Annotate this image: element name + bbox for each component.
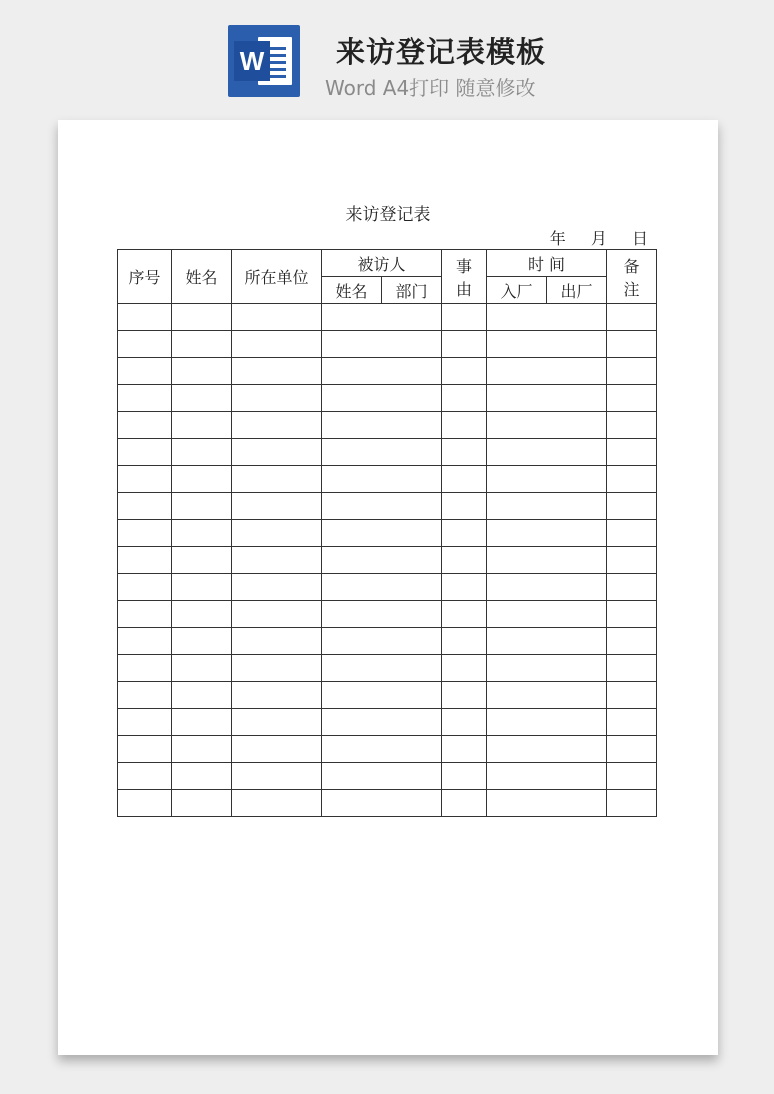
table-cell[interactable] — [232, 682, 322, 709]
table-cell[interactable] — [442, 331, 487, 358]
table-cell[interactable] — [322, 520, 442, 547]
table-cell[interactable] — [172, 574, 232, 601]
table-cell[interactable] — [607, 628, 657, 655]
table-cell[interactable] — [118, 736, 172, 763]
table-cell[interactable] — [118, 601, 172, 628]
table-cell[interactable] — [487, 790, 607, 817]
table-row — [118, 547, 657, 574]
table-row — [118, 439, 657, 466]
template-title: 来访登记表模板 — [336, 35, 547, 69]
table-cell[interactable] — [172, 358, 232, 385]
table-row — [118, 655, 657, 682]
table-cell[interactable] — [232, 547, 322, 574]
table-cell[interactable] — [607, 385, 657, 412]
table-cell[interactable] — [487, 493, 607, 520]
table-cell[interactable] — [118, 655, 172, 682]
table-cell[interactable] — [322, 709, 442, 736]
table-cell[interactable] — [322, 547, 442, 574]
header-matter-line1: 事 — [456, 256, 473, 276]
date-line — [530, 226, 648, 249]
table-cell[interactable] — [172, 466, 232, 493]
table-cell[interactable] — [118, 358, 172, 385]
table-cell[interactable] — [322, 655, 442, 682]
table-row — [118, 493, 657, 520]
table-cell[interactable] — [322, 439, 442, 466]
table-cell[interactable] — [487, 547, 607, 574]
table-cell[interactable] — [118, 493, 172, 520]
table-cell[interactable] — [607, 736, 657, 763]
table-row — [118, 331, 657, 358]
table-cell[interactable] — [322, 574, 442, 601]
table-cell[interactable] — [442, 358, 487, 385]
header-remark-line1: 备 — [623, 256, 640, 276]
table-cell[interactable] — [322, 790, 442, 817]
table-cell[interactable] — [442, 385, 487, 412]
table-header-row — [118, 250, 657, 277]
table-cell[interactable] — [172, 763, 232, 790]
table-cell[interactable] — [322, 493, 442, 520]
table-cell[interactable] — [118, 547, 172, 574]
table-cell[interactable] — [172, 412, 232, 439]
date-month-label: 月 — [590, 229, 607, 248]
table-cell[interactable] — [232, 655, 322, 682]
table-cell[interactable] — [232, 331, 322, 358]
table-row — [118, 412, 657, 439]
table-cell[interactable] — [232, 412, 322, 439]
table-cell[interactable] — [607, 412, 657, 439]
table-cell[interactable] — [607, 439, 657, 466]
table-cell[interactable] — [322, 736, 442, 763]
table-cell[interactable] — [487, 439, 607, 466]
header-remark-line2: 注 — [623, 279, 640, 299]
table-cell[interactable] — [232, 385, 322, 412]
table-cell[interactable] — [322, 358, 442, 385]
table-cell[interactable] — [118, 412, 172, 439]
table-cell[interactable] — [442, 655, 487, 682]
table-row — [118, 736, 657, 763]
table-cell[interactable] — [487, 466, 607, 493]
table-cell[interactable] — [172, 439, 232, 466]
table-cell[interactable] — [607, 682, 657, 709]
table-cell[interactable] — [487, 655, 607, 682]
table-cell[interactable] — [118, 763, 172, 790]
header-time-in: 入厂 — [487, 277, 547, 304]
table-cell[interactable] — [442, 574, 487, 601]
table-cell[interactable] — [607, 304, 657, 331]
table-row — [118, 790, 657, 817]
table-cell[interactable] — [322, 385, 442, 412]
header-seq: 序号 — [118, 250, 172, 304]
table-cell[interactable] — [232, 790, 322, 817]
table-cell[interactable] — [442, 601, 487, 628]
table-cell[interactable] — [607, 790, 657, 817]
table-cell[interactable] — [442, 412, 487, 439]
table-cell[interactable] — [487, 385, 607, 412]
table-cell[interactable] — [172, 385, 232, 412]
table-cell[interactable] — [118, 385, 172, 412]
table-row — [118, 763, 657, 790]
table-cell[interactable] — [232, 736, 322, 763]
table-cell[interactable] — [118, 682, 172, 709]
table-cell[interactable] — [607, 655, 657, 682]
table-cell[interactable] — [172, 790, 232, 817]
header-time-out: 出厂 — [547, 277, 607, 304]
table-cell[interactable] — [172, 709, 232, 736]
table-cell[interactable] — [607, 601, 657, 628]
table-cell[interactable] — [442, 709, 487, 736]
table-cell[interactable] — [487, 520, 607, 547]
table-cell[interactable] — [172, 304, 232, 331]
header-visited-dept: 部门 — [382, 277, 442, 304]
date-year-label: 年 — [549, 229, 566, 248]
table-cell[interactable] — [442, 466, 487, 493]
table-cell[interactable] — [172, 331, 232, 358]
table-cell[interactable] — [172, 682, 232, 709]
table-cell[interactable] — [607, 763, 657, 790]
table-cell[interactable] — [487, 412, 607, 439]
table-cell[interactable] — [607, 709, 657, 736]
table-cell[interactable] — [322, 331, 442, 358]
table-cell[interactable] — [442, 547, 487, 574]
table-cell[interactable] — [322, 628, 442, 655]
table-cell[interactable] — [322, 682, 442, 709]
table-cell[interactable] — [172, 601, 232, 628]
table-cell[interactable] — [118, 628, 172, 655]
table-cell[interactable] — [232, 601, 322, 628]
table-cell[interactable] — [232, 466, 322, 493]
table-cell[interactable] — [172, 736, 232, 763]
table-cell[interactable] — [487, 682, 607, 709]
table-cell[interactable] — [487, 304, 607, 331]
table-cell[interactable] — [487, 736, 607, 763]
table-cell[interactable] — [442, 493, 487, 520]
visitor-register-table — [117, 249, 657, 817]
table-cell[interactable] — [442, 763, 487, 790]
table-cell[interactable] — [442, 304, 487, 331]
word-doc-icon — [228, 25, 300, 97]
date-day-label: 日 — [631, 229, 648, 248]
table-cell[interactable] — [118, 790, 172, 817]
table-cell[interactable] — [232, 493, 322, 520]
page-header — [0, 0, 774, 110]
table-cell[interactable] — [487, 601, 607, 628]
table-cell[interactable] — [232, 763, 322, 790]
table-cell[interactable] — [232, 574, 322, 601]
table-cell[interactable] — [487, 628, 607, 655]
table-cell[interactable] — [172, 628, 232, 655]
table-row — [118, 574, 657, 601]
header-remark — [607, 250, 657, 304]
table-cell[interactable] — [172, 547, 232, 574]
table-cell[interactable] — [172, 655, 232, 682]
table-cell[interactable] — [442, 439, 487, 466]
document-page — [58, 120, 718, 1055]
table-cell[interactable] — [487, 331, 607, 358]
table-cell[interactable] — [118, 439, 172, 466]
table-cell[interactable] — [322, 466, 442, 493]
table-row — [118, 358, 657, 385]
table-cell[interactable] — [607, 331, 657, 358]
table-cell[interactable] — [118, 304, 172, 331]
header-visited: 被访人 — [322, 250, 442, 277]
table-cell[interactable] — [232, 709, 322, 736]
template-subtitle: Word A4打印 随意修改 — [325, 76, 536, 100]
table-cell[interactable] — [442, 736, 487, 763]
table-cell[interactable] — [118, 574, 172, 601]
table-cell[interactable] — [442, 790, 487, 817]
table-cell[interactable] — [118, 466, 172, 493]
table-cell[interactable] — [607, 466, 657, 493]
table-cell[interactable] — [487, 763, 607, 790]
table-cell[interactable] — [607, 358, 657, 385]
table-row — [118, 601, 657, 628]
table-cell[interactable] — [607, 520, 657, 547]
table-cell[interactable] — [487, 709, 607, 736]
table-cell[interactable] — [232, 520, 322, 547]
table-cell[interactable] — [232, 439, 322, 466]
table-cell[interactable] — [322, 304, 442, 331]
table-cell[interactable] — [232, 628, 322, 655]
table-cell[interactable] — [118, 520, 172, 547]
table-row — [118, 682, 657, 709]
table-row — [118, 466, 657, 493]
table-cell[interactable] — [442, 628, 487, 655]
table-cell[interactable] — [232, 304, 322, 331]
table-cell[interactable] — [172, 493, 232, 520]
table-cell[interactable] — [322, 763, 442, 790]
table-cell[interactable] — [232, 358, 322, 385]
header-visited-name: 姓名 — [322, 277, 382, 304]
table-cell[interactable] — [118, 709, 172, 736]
word-letter-badge: W — [234, 41, 270, 81]
table-cell[interactable] — [487, 574, 607, 601]
header-unit: 所在单位 — [232, 250, 322, 304]
table-cell[interactable] — [607, 493, 657, 520]
table-cell[interactable] — [322, 601, 442, 628]
table-row — [118, 304, 657, 331]
table-row — [118, 385, 657, 412]
table-cell[interactable] — [172, 520, 232, 547]
header-matter — [442, 250, 487, 304]
table-cell[interactable] — [607, 547, 657, 574]
table-cell[interactable] — [442, 520, 487, 547]
table-row — [118, 709, 657, 736]
table-cell[interactable] — [607, 574, 657, 601]
header-name: 姓名 — [172, 250, 232, 304]
table-row — [118, 520, 657, 547]
table-cell[interactable] — [118, 331, 172, 358]
table-cell[interactable] — [487, 358, 607, 385]
table-row — [118, 628, 657, 655]
document-title: 来访登记表 — [345, 205, 431, 225]
header-time: 时 间 — [487, 250, 607, 277]
header-matter-line2: 由 — [456, 279, 473, 299]
table-cell[interactable] — [442, 682, 487, 709]
table-cell[interactable] — [322, 412, 442, 439]
